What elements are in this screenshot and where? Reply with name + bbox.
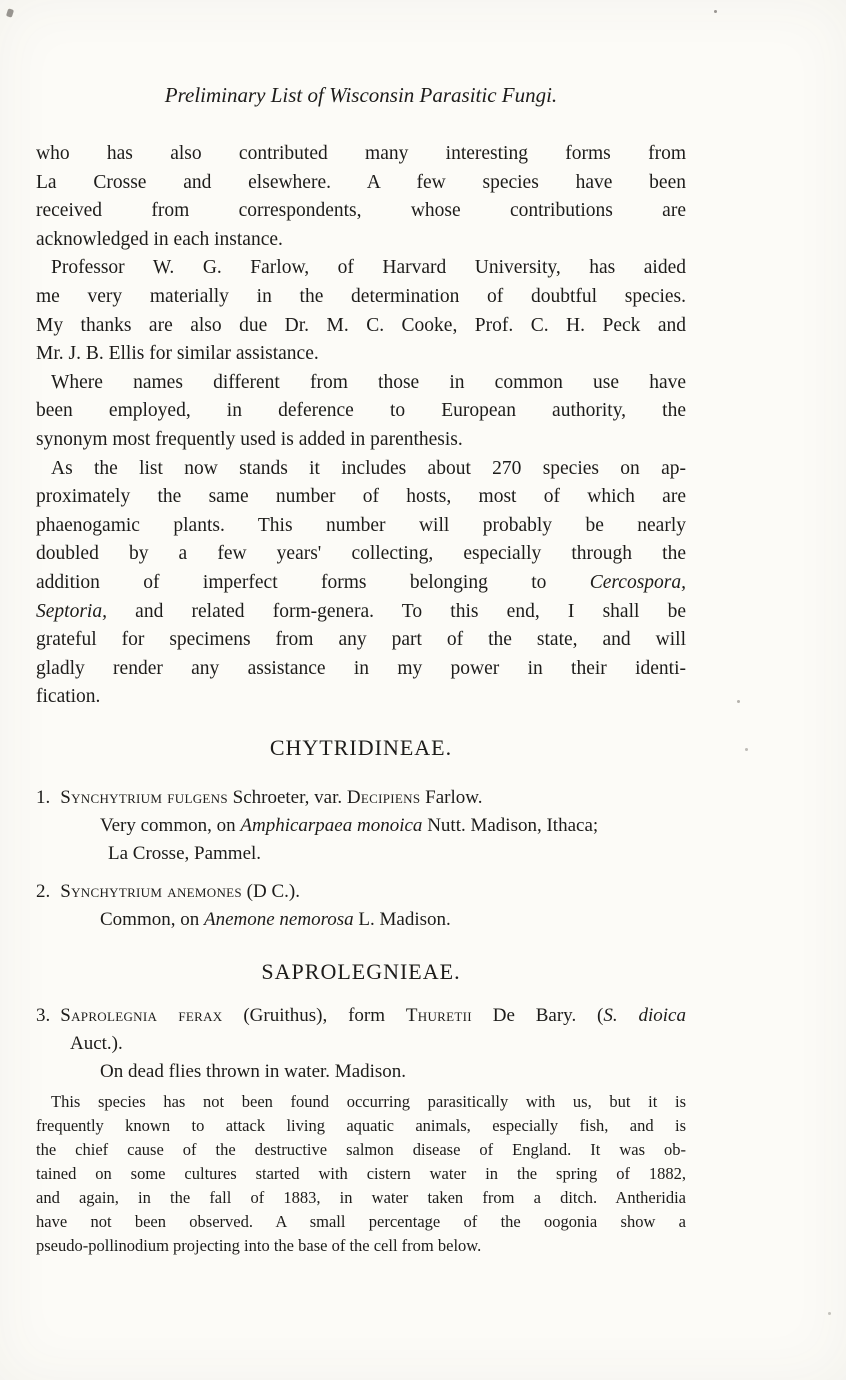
genus-name-italic: Cercospora, — [589, 571, 686, 593]
note-text: Nutt. Madison, Ithaca; — [422, 814, 599, 836]
scan-speck — [714, 10, 717, 13]
species-entry-1 — [36, 784, 686, 868]
text-line: the chief cause of the destructive salmon disease of England. It was ob- — [36, 1139, 686, 1159]
text-line: proximately the same number of hosts, most of which are — [36, 486, 686, 508]
species-title-line: Auct.). — [70, 1032, 123, 1054]
species-note-line — [36, 906, 686, 934]
body-text: addition of imperfect forms belonging to — [36, 571, 590, 593]
authority-text: (D C.). — [241, 880, 300, 902]
paragraph-lines — [36, 626, 686, 712]
text-line: Professor W. G. Farlow, of Harvard University, has aided — [51, 257, 686, 279]
discussion-paragraph — [36, 1090, 686, 1258]
text-line: who has also contributed many interesting forms from — [36, 143, 686, 164]
synonym-italic: S. dioica — [603, 1004, 686, 1026]
authority-text: De Bary. ( — [471, 1004, 604, 1026]
text-line: pseudo-pollinodium projecting into the base of the cell from below. — [36, 1235, 482, 1255]
running-head: Preliminary List of Wisconsin Parasitic Fungi. — [164, 83, 558, 107]
body-text: and related form-genera. To this end, I shall be — [106, 600, 686, 622]
genus-name-italic: Septoria, — [36, 600, 107, 622]
text-line: synonym most frequently used is added in parenthesis. — [36, 428, 463, 450]
species-note-line: On dead flies thrown in water. Madison. — [100, 1060, 407, 1082]
scan-speck — [828, 1312, 831, 1315]
scan-speck — [745, 748, 748, 751]
paragraph — [36, 455, 686, 712]
species-entry-2 — [36, 878, 686, 934]
text-line: Mr. J. B. Ellis for similar assistance. — [36, 343, 319, 365]
text-line: My thanks are also due Dr. M. C. Cooke, Prof. C. H. Peck and — [36, 314, 686, 336]
host-name-italic: Anemone nemorosa — [203, 908, 354, 930]
species-name: Saprolegnia ferax — [60, 1004, 223, 1026]
species-title-line — [36, 1002, 686, 1030]
scan-speck — [6, 8, 14, 17]
text-line: This species has not been found occurring parasitically with us, but it is — [51, 1091, 686, 1111]
section-heading-chytridineae: CHYTRIDINEAE. — [269, 734, 453, 760]
entry-number: 3. — [36, 1004, 51, 1026]
text-line: phaenogamic plants. This number will probably be nearly — [36, 514, 686, 536]
host-name-italic: Amphicarpaea monoica — [240, 814, 423, 836]
species-title-line — [36, 784, 686, 812]
note-text: L. Madison. — [353, 908, 451, 930]
text-line: Where names different from those in common use have — [51, 371, 686, 393]
text-line: gladly render any assistance in my power in their identi- — [36, 657, 686, 679]
variety-name: Decipiens — [346, 786, 421, 808]
paragraph — [36, 369, 686, 455]
intro-text — [36, 140, 686, 712]
species-note-line — [36, 812, 686, 840]
note-text: Common, on — [100, 908, 204, 930]
text-line: me very materially in the determination of doubtful species. — [36, 285, 686, 307]
scan-speck — [737, 700, 740, 703]
species-entry-3 — [36, 1002, 686, 1086]
text-line — [36, 598, 686, 627]
authority-text: Schroeter, var. — [227, 786, 347, 808]
text-line: tained on some cultures started with cistern water in the spring of 1882, — [36, 1163, 686, 1183]
text-line: grateful for specimens from any part of the state, and will — [36, 629, 686, 651]
text-line: La Crosse and elsewhere. A few species have been — [36, 171, 686, 193]
species-title-line — [36, 878, 686, 906]
text-line: fication. — [36, 686, 101, 708]
paragraph — [36, 140, 686, 254]
species-name: Synchytrium anemones — [60, 880, 242, 902]
form-name: Thuretii — [405, 1004, 472, 1026]
text-line: As the list now stands it includes about 270 species on ap- — [51, 457, 686, 479]
entry-number: 1. — [36, 786, 51, 808]
text-line: have not been observed. A small percentage of the oogonia show a — [36, 1211, 686, 1231]
authority-text: Farlow. — [420, 786, 483, 808]
page-content — [36, 0, 686, 1258]
text-line: and again, in the fall of 1883, in water taken from a ditch. Antheridia — [36, 1187, 686, 1207]
paragraph-lines — [36, 455, 686, 569]
text-line: received from correspondents, whose contributions are — [36, 200, 686, 222]
note-text: Very common, on — [100, 814, 241, 836]
text-line: been employed, in deference to European authority, the — [36, 400, 686, 422]
section-heading-saprolegnieae: SAPROLEGNIEAE. — [261, 958, 461, 984]
authority-text: (Gruithus), form — [222, 1004, 406, 1026]
paragraph — [36, 254, 686, 368]
text-line — [36, 569, 686, 598]
text-line: doubled by a few years' collecting, especially through the — [36, 543, 686, 565]
species-note-line: La Crosse, Pammel. — [108, 842, 262, 864]
text-line: acknowledged in each instance. — [36, 228, 283, 250]
entry-number: 2. — [36, 880, 51, 902]
species-name: Synchytrium fulgens — [60, 786, 228, 808]
text-line: frequently known to attack living aquatic animals, especially fish, and is — [36, 1115, 686, 1135]
